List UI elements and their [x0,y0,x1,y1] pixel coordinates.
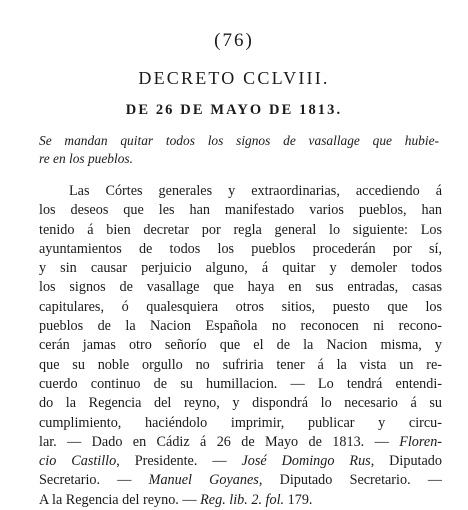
summary-line: Se mandan quitar todos los signos de vasallage que hubie- [39,133,439,148]
body-line: cerán jamas otro señorío que el de la Nacion misma, y [39,337,442,354]
signatory-name: José Domingo Rus [241,453,371,470]
signatory-name: Floren- [399,433,442,450]
body-line: y sin causar perjuicio alguno, á quitar y demoler todos [39,260,442,277]
body-line: capitulares, ó qualesquiera otros sitios, puesto que los [39,298,442,315]
body-fragment: , Diputado [370,453,442,470]
page-number: (76) [214,30,254,51]
body-line: cuerdo continuo de su humillacion. — Lo tendrá entendi- [39,375,442,392]
body-line [39,471,442,490]
register-reference: Reg. lib. 2. fol. [200,491,285,508]
decree-title: DECRETO CCLVIII. [138,68,330,88]
body-fragment: 179. [287,491,313,508]
body-line: tenido á bien decretar por regla general lo siguiente: Los [39,221,442,238]
decree-body [39,182,442,510]
body-line: Las Córtes generales y extraordinarias, accediendo á [69,183,442,199]
body-fragment: , Presidente. — [116,453,227,470]
body-line [39,491,442,510]
signatory-name: cio Castillo [39,453,117,470]
body-line: los signos de vasallage que haya en sus entradas, casas [39,279,442,296]
signatory-name: Manuel Goyanes [148,472,259,489]
body-fragment: A la Regencia del reyno. — [39,491,197,508]
body-line: do la Regencia del reyno, y dispondrá lo necesario á su [39,395,442,412]
body-line: cumplimiento, haciéndolo imprimir, publicar y circu- [39,414,442,431]
body-line: ayuntamientos de todos los pueblos procederán por sí, [39,240,442,257]
summary-line: re en los pueblos. [39,150,133,166]
decree-date: DE 26 DE MAYO DE 1813. [125,102,343,118]
body-line [39,452,442,471]
body-line: que su noble orgullo no sufriria tener á la vista un re- [39,356,442,373]
body-line: pueblos de la Nacion Española no reconocen ni recono- [39,318,442,335]
body-line: los deseos que les han manifestado varios pueblos, han [39,202,442,219]
body-fragment: Secretario. — [39,472,132,489]
body-fragment: , Diputado Secretario. — [258,472,442,489]
body-fragment: lar. — Dado en Cádiz á 26 de Mayo de 1813. — [39,433,389,450]
body-line [39,433,442,452]
decree-summary [39,132,439,167]
